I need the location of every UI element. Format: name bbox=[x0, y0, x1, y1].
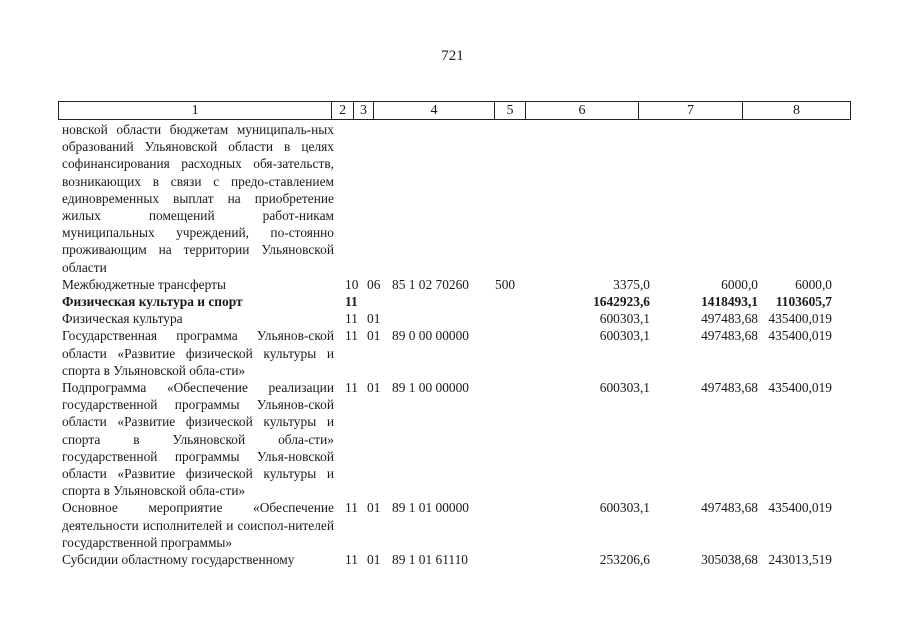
row-section: 11 bbox=[345, 380, 358, 396]
row-name: Субсидии областному государственному bbox=[62, 552, 295, 568]
row-section: 11 bbox=[345, 552, 358, 568]
header-col-6: 6 bbox=[526, 102, 639, 119]
table-row bbox=[58, 293, 851, 310]
header-col-7: 7 bbox=[639, 102, 743, 119]
row-target-article: 89 1 01 00000 bbox=[392, 500, 469, 516]
row-value-col6: 600303,1 bbox=[599, 380, 650, 396]
row-subsection: 01 bbox=[367, 380, 381, 396]
row-value-col7: 497483,68 bbox=[701, 500, 758, 516]
table-row bbox=[58, 551, 851, 568]
row-value-col7: 497483,68 bbox=[701, 380, 758, 396]
row-name: Подпрограмма «Обеспечение реализации государственной программы Ульянов-ской области «Развитие физической культуры и спорта в Ульяновской обла-сти» государственной программы Улья-новской области «Развитие физической культуры и спорта в Ульяновской обла-сти» bbox=[62, 380, 334, 499]
page-number: 721 bbox=[441, 48, 464, 64]
row-section: 11 bbox=[345, 294, 358, 310]
header-col-2: 2 bbox=[332, 102, 353, 119]
row-value-col8: 6000,0 bbox=[795, 276, 832, 292]
header-col-8: 8 bbox=[793, 103, 800, 118]
row-value-col8: 243013,519 bbox=[768, 552, 832, 568]
table-row bbox=[58, 499, 851, 551]
header-col-1: 1 bbox=[59, 102, 332, 119]
row-value-col8: 435400,019 bbox=[768, 328, 832, 344]
row-value-col6: 600303,1 bbox=[599, 311, 650, 327]
header-col-4: 4 bbox=[374, 102, 495, 119]
row-value-col8: 435400,019 bbox=[768, 380, 832, 396]
row-target-article: 85 1 02 70260 bbox=[392, 276, 469, 292]
row-target-article: 89 0 00 00000 bbox=[392, 328, 469, 344]
table-row bbox=[58, 379, 851, 499]
table-row bbox=[58, 327, 851, 379]
table-row bbox=[58, 121, 851, 276]
row-value-col6: 600303,1 bbox=[599, 328, 650, 344]
row-target-article: 89 1 00 00000 bbox=[392, 380, 469, 396]
row-expense-type: 500 bbox=[495, 276, 516, 292]
row-value-col7: 6000,0 bbox=[721, 276, 758, 292]
row-section: 10 bbox=[345, 276, 359, 292]
row-subsection: 01 bbox=[367, 552, 381, 568]
row-subsection: 01 bbox=[367, 311, 381, 327]
row-subsection: 06 bbox=[367, 276, 381, 292]
row-target-article: 89 1 01 61110 bbox=[392, 552, 469, 568]
row-value-col6: 600303,1 bbox=[599, 500, 650, 516]
row-value-col6: 3375,0 bbox=[613, 276, 650, 292]
row-name: Государственная программа Ульянов-ской области «Развитие физической культуры и спорта в Ульяновской обла-сти» bbox=[62, 328, 334, 378]
row-section: 11 bbox=[345, 500, 358, 516]
header-col-5: 5 bbox=[495, 102, 526, 119]
row-section: 11 bbox=[345, 328, 358, 344]
row-name: Межбюджетные трансферты bbox=[62, 276, 226, 292]
row-value-col7: 1418493,1 bbox=[701, 294, 758, 310]
row-value-col7: 497483,68 bbox=[701, 328, 758, 344]
row-value-col6: 1642923,6 bbox=[593, 294, 650, 310]
table-header bbox=[58, 101, 851, 120]
row-value-col8: 1103605,7 bbox=[775, 294, 832, 310]
row-value-col7: 497483,68 bbox=[701, 311, 758, 327]
table-row bbox=[58, 310, 851, 327]
row-subsection: 01 bbox=[367, 500, 381, 516]
row-value-col7: 305038,68 bbox=[701, 552, 758, 568]
row-value-col8: 435400,019 bbox=[768, 311, 832, 327]
row-name: Основное мероприятие «Обеспечение деятельности исполнителей и соиспол-нителей государственной программы» bbox=[62, 500, 334, 550]
table-body bbox=[58, 121, 851, 568]
row-name: новской области бюджетам муниципаль-ных образований Ульяновской области в целях софинансирования расходных обя-зательств, возникающих в связи с предо-ставлением единовременных выплат на приобретение жилых помещений работ-никам муниципальных учреждений, по-стоянно проживающим на территории Ульяновской области bbox=[62, 122, 334, 275]
row-name: Физическая культура и спорт bbox=[62, 294, 243, 310]
table-row bbox=[58, 276, 851, 293]
row-value-col8: 435400,019 bbox=[768, 500, 832, 516]
header-col-3: 3 bbox=[354, 102, 374, 119]
row-subsection: 01 bbox=[367, 328, 381, 344]
row-name: Физическая культура bbox=[62, 311, 183, 327]
row-section: 11 bbox=[345, 311, 358, 327]
row-value-col6: 253206,6 bbox=[599, 552, 650, 568]
